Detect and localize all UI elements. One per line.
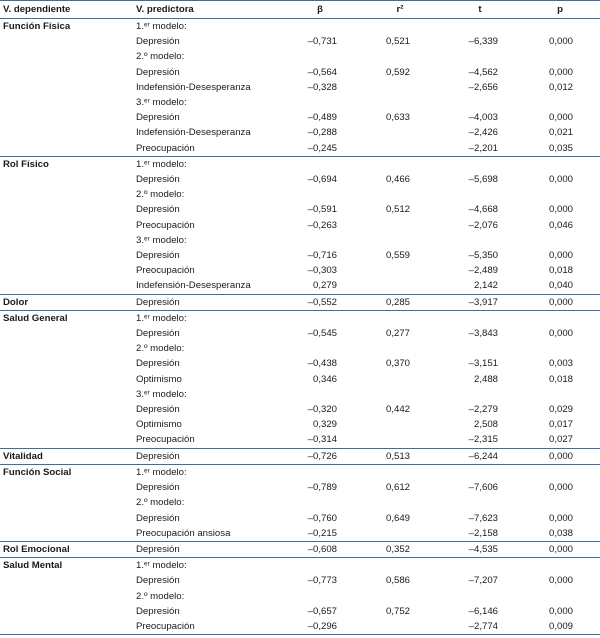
dependent-cell <box>0 604 133 619</box>
r2-cell: 0,649 <box>385 512 410 524</box>
beta-cell <box>280 341 360 356</box>
dependent-cell: Salud General <box>0 310 133 326</box>
dependent-cell <box>0 356 133 371</box>
t-cell: –6,339 <box>468 36 498 48</box>
table-row <box>0 372 600 387</box>
p-cell: 0,000 <box>520 448 600 464</box>
r2-cell: 0,352 <box>360 541 440 557</box>
table-row <box>0 294 600 310</box>
table-row <box>0 432 600 448</box>
header-r2: r² <box>360 1 440 19</box>
p-cell: 0,000 <box>548 174 573 186</box>
table-row <box>0 49 600 64</box>
dependent-cell: Función Física <box>3 21 71 32</box>
p-cell: 0,027 <box>548 434 573 446</box>
predictor-cell: Depresión <box>136 112 180 124</box>
t-cell <box>440 156 520 172</box>
r2-cell: 0,370 <box>385 358 410 370</box>
dependent-cell <box>0 263 133 278</box>
t-cell: –3,843 <box>468 328 498 340</box>
dependent-cell: Rol Físico <box>0 156 133 172</box>
t-cell <box>440 310 520 326</box>
t-cell: –2,774 <box>440 619 520 635</box>
p-cell: 0,018 <box>548 373 573 385</box>
t-cell <box>440 95 520 110</box>
beta-cell <box>280 558 360 574</box>
p-cell: 0,029 <box>548 404 573 416</box>
p-cell: 0,000 <box>548 250 573 262</box>
beta-cell: 0,329 <box>312 419 337 431</box>
predictor-cell: Depresión <box>136 66 180 78</box>
beta-cell: –0,552 <box>280 294 360 310</box>
beta-cell: 0,279 <box>312 280 337 292</box>
header-beta: β <box>280 1 360 19</box>
dependent-cell <box>0 480 133 495</box>
r2-cell <box>360 278 440 294</box>
r2-cell: 0,612 <box>385 482 410 494</box>
p-cell: 0,000 <box>548 512 573 524</box>
beta-cell: –0,328 <box>307 81 337 93</box>
predictor-cell: 1.ᵉʳ modelo: <box>133 310 280 326</box>
dependent-cell: Dolor <box>0 294 133 310</box>
table-row <box>0 511 600 526</box>
table-row <box>0 573 600 588</box>
t-cell: –4,003 <box>468 112 498 124</box>
beta-cell: –0,657 <box>307 605 337 617</box>
p-cell <box>520 310 600 326</box>
predictor-cell: Preocupación ansiosa <box>136 527 231 539</box>
predictor-cell: 2.º modelo: <box>136 189 185 201</box>
p-cell: 0,018 <box>548 265 573 277</box>
predictor-cell: Preocupación <box>136 265 195 277</box>
table-row <box>0 526 600 542</box>
table-row <box>0 187 600 202</box>
predictor-cell: Indefensión-Desesperanza <box>136 280 251 292</box>
beta-cell: –0,314 <box>307 434 337 446</box>
r2-cell <box>360 19 440 35</box>
r2-cell <box>360 187 440 202</box>
t-cell <box>440 49 520 64</box>
header-t: t <box>440 1 520 19</box>
table-row <box>0 495 600 510</box>
dependent-cell <box>0 573 133 588</box>
beta-cell: –0,545 <box>307 328 337 340</box>
r2-cell <box>360 432 440 448</box>
beta-cell: –0,320 <box>307 404 337 416</box>
predictor-cell: Optimismo <box>136 373 182 385</box>
r2-cell <box>360 589 440 604</box>
t-cell <box>440 558 520 574</box>
r2-cell <box>360 263 440 278</box>
dependent-cell <box>0 65 133 80</box>
predictor-cell: Preocupación <box>136 434 195 446</box>
r2-cell <box>360 372 440 387</box>
p-cell <box>520 95 600 110</box>
table-row <box>0 356 600 371</box>
p-cell: 0,046 <box>548 219 573 231</box>
predictor-cell: Depresión <box>136 174 180 186</box>
predictor-cell: 3.ᵉʳ modelo: <box>136 388 187 400</box>
table-row <box>0 402 600 417</box>
predictor-cell: Depresión <box>136 36 180 48</box>
dependent-cell <box>0 125 133 140</box>
r2-cell <box>360 156 440 172</box>
dependent-cell <box>0 233 133 248</box>
t-cell <box>440 495 520 510</box>
table-row <box>0 263 600 278</box>
predictor-cell: Depresión <box>133 541 280 557</box>
predictor-cell: Depresión <box>133 448 280 464</box>
beta-cell <box>280 310 360 326</box>
predictor-cell: Depresión <box>136 328 180 340</box>
t-cell: –2,489 <box>468 265 498 277</box>
table-row <box>0 172 600 187</box>
table-row <box>0 326 600 341</box>
beta-cell <box>280 19 360 35</box>
beta-cell: –0,731 <box>307 36 337 48</box>
table-row <box>0 141 600 157</box>
t-cell: –2,315 <box>468 434 498 446</box>
p-cell <box>520 233 600 248</box>
dependent-cell <box>0 402 133 417</box>
p-cell <box>520 464 600 480</box>
t-cell <box>440 233 520 248</box>
p-cell: 0,000 <box>548 66 573 78</box>
dependent-cell <box>0 326 133 341</box>
table-row <box>0 619 600 635</box>
r2-cell <box>360 310 440 326</box>
r2-cell: 0,512 <box>385 204 410 216</box>
r2-cell <box>360 526 440 542</box>
t-cell <box>440 387 520 402</box>
r2-cell: 0,592 <box>385 66 410 78</box>
p-cell: 0,040 <box>548 280 573 292</box>
header-p: p <box>520 1 600 19</box>
r2-cell <box>360 495 440 510</box>
predictor-cell: Depresión <box>136 575 180 587</box>
beta-cell: –0,303 <box>307 265 337 277</box>
dependent-cell <box>0 619 133 635</box>
dependent-cell <box>0 387 133 402</box>
beta-cell: –0,438 <box>307 358 337 370</box>
predictor-cell: Depresión <box>136 482 180 494</box>
p-cell: 0,000 <box>548 112 573 124</box>
header-predictor: V. predictora <box>133 1 280 19</box>
dependent-cell: Salud Mental <box>0 558 133 574</box>
t-cell: –2,279 <box>468 404 498 416</box>
dependent-cell: Función Social <box>0 464 133 480</box>
predictor-cell: 1.ᵉʳ modelo: <box>133 464 280 480</box>
table-row <box>0 558 600 574</box>
t-cell: –5,698 <box>468 174 498 186</box>
r2-cell <box>360 387 440 402</box>
t-cell <box>440 187 520 202</box>
p-cell: 0,000 <box>520 294 600 310</box>
table-row <box>0 125 600 140</box>
r2-cell <box>360 218 440 233</box>
beta-cell: –0,215 <box>307 527 337 539</box>
table-row <box>0 156 600 172</box>
beta-cell: 0,346 <box>312 373 337 385</box>
t-cell: –2,076 <box>468 219 498 231</box>
predictor-cell: Depresión <box>136 358 180 370</box>
predictor-cell: Indefensión-Desesperanza <box>136 127 251 139</box>
p-cell: 0,035 <box>548 142 573 154</box>
beta-cell: –0,760 <box>307 512 337 524</box>
dependent-cell <box>0 589 133 604</box>
dependent-cell: Rol Emocional <box>0 541 133 557</box>
table-row <box>0 233 600 248</box>
r2-cell <box>360 125 440 140</box>
table-row <box>0 448 600 464</box>
p-cell <box>520 156 600 172</box>
table-row <box>0 202 600 217</box>
dependent-cell <box>0 172 133 187</box>
dependent-cell <box>0 278 133 294</box>
table-row <box>0 19 600 35</box>
p-cell: 0,038 <box>548 527 573 539</box>
dependent-cell <box>0 34 133 49</box>
t-cell: –2,656 <box>468 81 498 93</box>
p-cell: 0,012 <box>548 81 573 93</box>
r2-cell: 0,285 <box>360 294 440 310</box>
dependent-cell <box>0 187 133 202</box>
dependent-cell <box>0 495 133 510</box>
beta-cell <box>280 387 360 402</box>
p-cell: 0,017 <box>548 419 573 431</box>
dependent-cell <box>0 141 133 157</box>
dependent-cell <box>0 95 133 110</box>
r2-cell: 0,521 <box>385 36 410 48</box>
t-cell: –3,917 <box>440 294 520 310</box>
beta-cell: –0,716 <box>307 250 337 262</box>
t-cell <box>440 341 520 356</box>
beta-cell: –0,694 <box>307 174 337 186</box>
beta-cell: –0,564 <box>307 66 337 78</box>
predictor-cell: Indefensión-Desesperanza <box>136 81 251 93</box>
table-row <box>0 248 600 263</box>
table-row <box>0 464 600 480</box>
p-cell: 0,009 <box>520 619 600 635</box>
table-row <box>0 417 600 432</box>
r2-cell: 0,586 <box>385 575 410 587</box>
p-cell: 0,000 <box>548 204 573 216</box>
dependent-cell: Vitalidad <box>0 448 133 464</box>
beta-cell: –0,773 <box>307 575 337 587</box>
r2-cell <box>360 49 440 64</box>
r2-cell <box>360 233 440 248</box>
predictor-cell: 3.ᵉʳ modelo: <box>136 97 187 109</box>
table-row <box>0 80 600 95</box>
beta-cell <box>280 187 360 202</box>
beta-cell: –0,245 <box>307 142 337 154</box>
predictor-cell: 1.ᵉʳ modelo: <box>133 558 280 574</box>
table-body <box>0 19 600 635</box>
t-cell: –6,244 <box>440 448 520 464</box>
beta-cell <box>280 233 360 248</box>
beta-cell: –0,789 <box>307 482 337 494</box>
r2-cell: 0,442 <box>385 404 410 416</box>
beta-cell: –0,263 <box>307 219 337 231</box>
p-cell: 0,000 <box>548 482 573 494</box>
t-cell: –5,350 <box>468 250 498 262</box>
r2-cell <box>360 141 440 157</box>
r2-cell <box>360 417 440 432</box>
table-row <box>0 480 600 495</box>
table-row <box>0 218 600 233</box>
t-cell: –2,201 <box>468 142 498 154</box>
beta-cell: –0,288 <box>307 127 337 139</box>
table-row <box>0 341 600 356</box>
p-cell <box>520 19 600 35</box>
r2-cell <box>360 558 440 574</box>
r2-cell: 0,559 <box>385 250 410 262</box>
t-cell: –7,623 <box>468 512 498 524</box>
p-cell: 0,003 <box>548 358 573 370</box>
p-cell <box>520 387 600 402</box>
predictor-cell: Depresión <box>136 404 180 416</box>
p-cell <box>520 187 600 202</box>
t-cell: 2,508 <box>473 419 498 431</box>
dependent-cell <box>0 49 133 64</box>
t-cell: 2,142 <box>473 280 498 292</box>
t-cell: –4,668 <box>468 204 498 216</box>
predictor-cell: 1.ᵉʳ modelo: <box>136 21 187 32</box>
predictor-cell: Depresión <box>136 512 180 524</box>
dependent-cell <box>0 110 133 125</box>
p-cell: 0,021 <box>548 127 573 139</box>
dependent-cell <box>0 432 133 448</box>
t-cell: –2,158 <box>468 527 498 539</box>
p-cell <box>520 589 600 604</box>
table-row <box>0 95 600 110</box>
r2-cell <box>360 341 440 356</box>
r2-cell: 0,513 <box>360 448 440 464</box>
beta-cell: –0,489 <box>307 112 337 124</box>
beta-cell: –0,296 <box>280 619 360 635</box>
dependent-cell <box>0 417 133 432</box>
p-cell <box>520 341 600 356</box>
r2-cell <box>360 80 440 95</box>
dependent-cell <box>0 218 133 233</box>
r2-cell: 0,633 <box>385 112 410 124</box>
dependent-cell <box>0 248 133 263</box>
p-cell: 0,000 <box>548 605 573 617</box>
p-cell: 0,000 <box>520 541 600 557</box>
r2-cell: 0,466 <box>385 174 410 186</box>
beta-cell: –0,591 <box>307 204 337 216</box>
t-cell: –6,146 <box>468 605 498 617</box>
beta-cell <box>280 156 360 172</box>
table-row <box>0 604 600 619</box>
beta-cell <box>280 464 360 480</box>
predictor-cell: Preocupación <box>133 619 280 635</box>
t-cell: –7,606 <box>468 482 498 494</box>
beta-cell <box>280 95 360 110</box>
predictor-cell: Preocupación <box>136 219 195 231</box>
t-cell: 2,488 <box>473 373 498 385</box>
predictor-cell: Preocupación <box>136 142 195 154</box>
dependent-cell <box>0 341 133 356</box>
table-row <box>0 65 600 80</box>
r2-cell <box>360 95 440 110</box>
predictor-cell: Depresión <box>136 204 180 216</box>
dependent-cell <box>0 372 133 387</box>
t-cell <box>440 464 520 480</box>
dependent-cell <box>0 202 133 217</box>
beta-cell <box>280 589 360 604</box>
r2-cell: 0,752 <box>385 605 410 617</box>
beta-cell <box>280 49 360 64</box>
table-row <box>0 310 600 326</box>
t-cell: –7,207 <box>468 575 498 587</box>
predictor-cell: Depresión <box>133 294 280 310</box>
r2-cell: 0,277 <box>385 328 410 340</box>
beta-cell: –0,726 <box>280 448 360 464</box>
predictor-cell: 2.º modelo: <box>136 343 185 355</box>
dependent-cell <box>0 526 133 542</box>
p-cell <box>520 49 600 64</box>
predictor-cell: 2.º modelo: <box>136 497 185 509</box>
p-cell: 0,000 <box>548 328 573 340</box>
t-cell: –2,426 <box>468 127 498 139</box>
r2-cell <box>360 619 440 635</box>
dependent-cell <box>0 511 133 526</box>
t-cell: –3,151 <box>468 358 498 370</box>
predictor-cell: Depresión <box>136 605 180 617</box>
p-cell: 0,000 <box>548 36 573 48</box>
p-cell <box>520 558 600 574</box>
header-dependent: V. dependiente <box>0 1 133 19</box>
table-row <box>0 278 600 294</box>
table-row <box>0 541 600 557</box>
predictor-cell: Depresión <box>136 250 180 262</box>
beta-cell <box>280 495 360 510</box>
table-row <box>0 34 600 49</box>
table-row <box>0 387 600 402</box>
table-row <box>0 110 600 125</box>
t-cell <box>440 589 520 604</box>
predictor-cell: 2.º modelo: <box>136 590 185 602</box>
predictor-cell: Optimismo <box>136 419 182 431</box>
t-cell <box>440 19 520 35</box>
header-row <box>0 1 600 19</box>
dependent-cell <box>0 80 133 95</box>
p-cell: 0,000 <box>548 575 573 587</box>
t-cell: –4,535 <box>440 541 520 557</box>
table-row <box>0 589 600 604</box>
predictor-cell: 2.º modelo: <box>136 51 185 63</box>
predictor-cell: 1.ᵉʳ modelo: <box>133 156 280 172</box>
r2-cell <box>360 464 440 480</box>
p-cell <box>520 495 600 510</box>
predictor-cell: 3.ᵉʳ modelo: <box>136 234 187 246</box>
t-cell: –4,562 <box>468 66 498 78</box>
beta-cell: –0,608 <box>280 541 360 557</box>
